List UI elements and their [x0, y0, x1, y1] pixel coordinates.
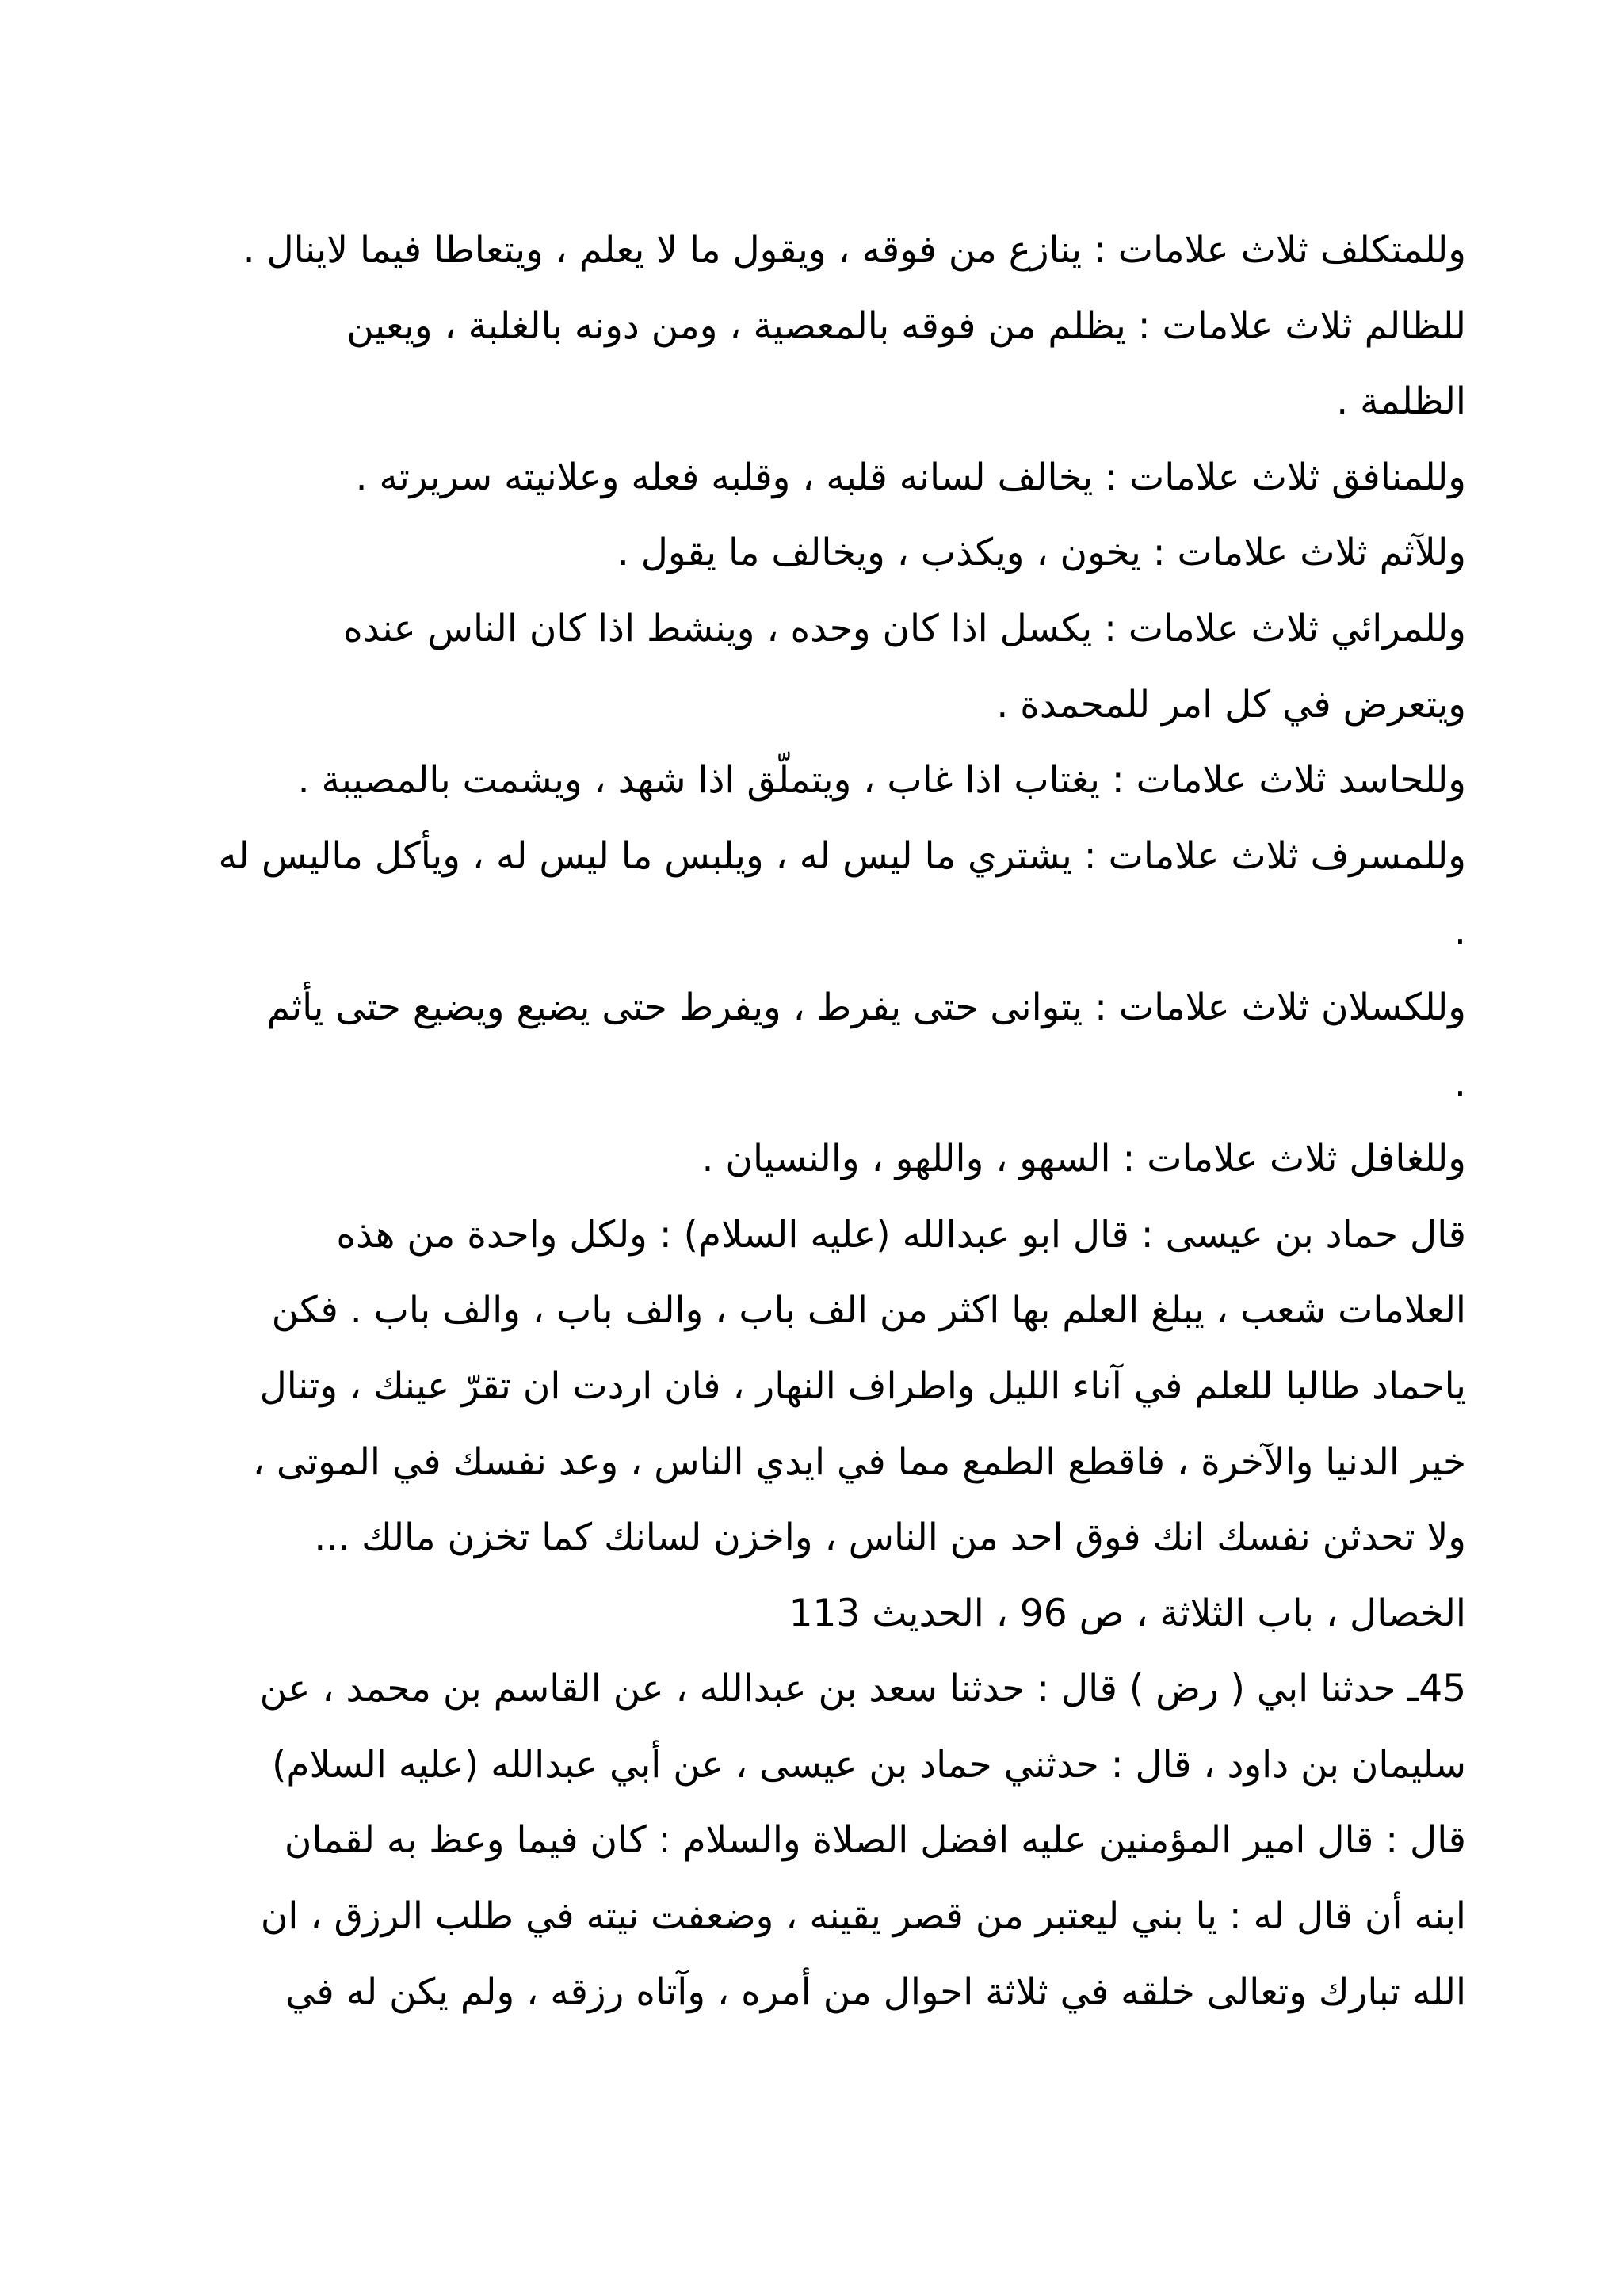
text-line: وللآثم ثلاث علامات : يخون ، ويكذب ، ويخالف ما يقول . [617, 531, 1466, 575]
text-line: 45ـ حدثنا ابي ( رض ) قال : حدثنا سعد بن عبدالله ، عن القاسم بن محمد ، عن [259, 1667, 1466, 1711]
text-line: ويتعرض في كل امر للمحمدة . [996, 682, 1466, 727]
text-line: ابنه أن قال له : يا بني ليعتبر من قصر يقينه ، وضعفت نيته في طلب الرزق ، ان [260, 1894, 1466, 1939]
text-line: ولا تحدثن نفسك انك فوق احد من الناس ، واخزن لسانك كما تخزن مالك ... [314, 1516, 1466, 1560]
text-line: وللحاسد ثلاث علامات : يغتاب اذا غاب ، ويتملّق اذا شهد ، ويشمت بالمصيبة . [297, 758, 1466, 803]
text-line: وللكسلان ثلاث علامات : يتوانى حتى يفرط ، ويفرط حتى يضيع ويضيع حتى يأثم [266, 985, 1466, 1029]
text-line: الله تبارك وتعالى خلقه في ثلاثة احوال من أمره ، وآتاه رزقه ، ولم يكن له في [285, 1970, 1466, 2014]
text-line: وللمسرف ثلاث علامات : يشتري ما ليس له ، ويلبس ما ليس له ، ويأكل ماليس له [218, 833, 1466, 878]
text-line: ياحماد طالبا للعلم في آناء الليل واطراف النهار ، فان اردت ان تقرّ عينك ، وتنال [259, 1363, 1466, 1408]
arabic-text-body [157, 212, 1466, 2030]
text-line: سليمان بن داود ، قال : حدثني حماد بن عيسى ، عن أبي عبدالله (عليه السلام) [272, 1742, 1466, 1787]
text-line: قال : قال امير المؤمنين عليه افضل الصلاة والسلام : كان فيما وعظ به لقمان [284, 1818, 1466, 1863]
text-line: وللمنافق ثلاث علامات : يخالف لسانه قلبه ، وقلبه فعله وعلانيته سريرته . [355, 455, 1466, 499]
text-line: . [1454, 1061, 1466, 1105]
text-line: خير الدنيا والآخرة ، فاقطع الطمع مما في ايدي الناس ، وعد نفسك في الموتى ، [252, 1440, 1466, 1484]
text-line: للظالم ثلاث علامات : يظلم من فوقه بالمعصية ، ومن دونه بالغلبة ، ويعين [346, 303, 1466, 348]
text-line: وللمتكلف ثلاث علامات : ينازع من فوقه ، ويقول ما لا يعلم ، ويتعاطا فيما لاينال . [242, 228, 1466, 272]
text-line: العلامات شعب ، يبلغ العلم بها اكثر من الف باب ، والف باب ، والف باب . فكن [271, 1288, 1466, 1333]
text-line: وللمرائي ثلاث علامات : يكسل اذا كان وحده ، وينشط اذا كان الناس عنده [343, 606, 1466, 650]
text-line: وللغافل ثلاث علامات : السهو ، واللهو ، والنسيان . [701, 1137, 1466, 1181]
text-line: . [1454, 910, 1466, 954]
text-line: الخصال ، باب الثلاثة ، ص 96 ، الحديث 113 [789, 1591, 1466, 1635]
text-line: الظلمة . [1336, 379, 1466, 424]
text-line: قال حماد بن عيسى : قال ابو عبدالله (عليه السلام) : ولكل واحدة من هذه [336, 1212, 1466, 1257]
